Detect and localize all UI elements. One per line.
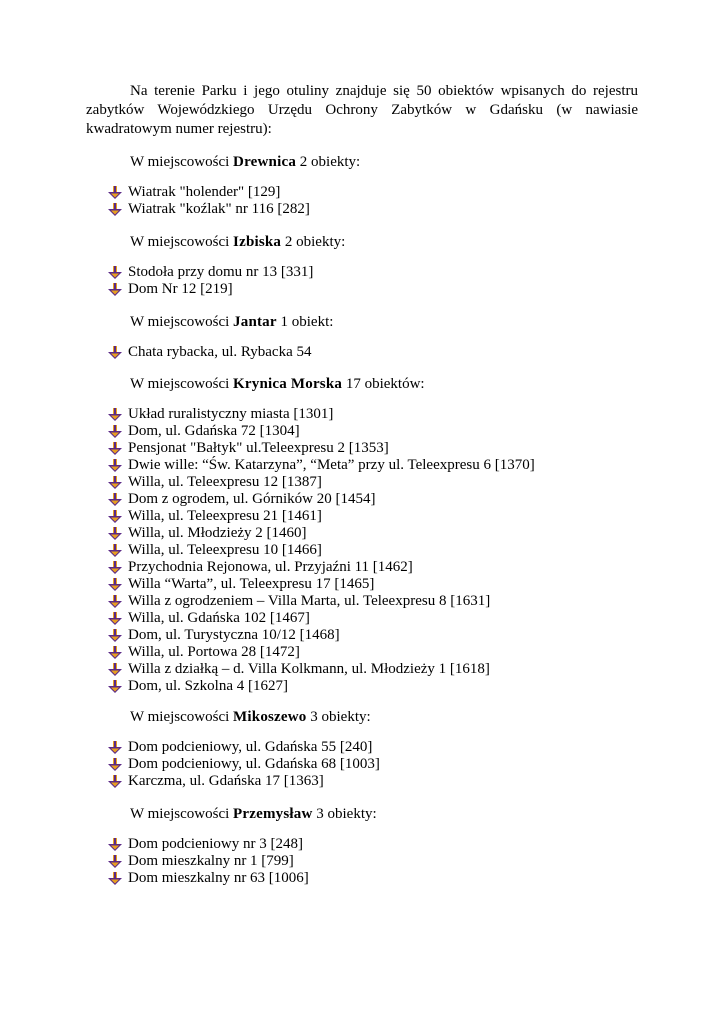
list-item-text: Willa, ul. Teleexpresu 12 [1387]: [128, 474, 322, 490]
arrow-down-bullet-icon: [108, 855, 122, 869]
arrow-down-bullet-icon: [108, 527, 122, 541]
list-izbiska: [108, 264, 313, 298]
list-item-text: Dom, ul. Szkolna 4 [1627]: [128, 678, 288, 694]
arrow-down-bullet-icon: [108, 266, 122, 280]
list-item-text: Willa z ogrodzeniem – Villa Marta, ul. Teleexpresu 8 [1631]: [128, 593, 491, 609]
list-item: [108, 853, 309, 870]
section-heading-krynica-morska: [130, 375, 425, 394]
arrow-down-bullet-icon: [108, 775, 122, 789]
list-item: [108, 201, 310, 218]
list-item: [108, 627, 535, 644]
list-item: [108, 559, 535, 576]
arrow-down-bullet-icon: [108, 442, 122, 456]
list-item-text: Wiatrak "holender" [129]: [128, 184, 281, 200]
list-item-text: Willa, ul. Portowa 28 [1472]: [128, 644, 300, 660]
intro-paragraph: [86, 82, 638, 139]
list-item: [108, 406, 535, 423]
list-jantar: [108, 344, 312, 361]
heading-prefix: W miejscowości: [130, 234, 234, 250]
list-item-text: Pensjonat "Bałtyk" ul.Teleexpresu 2 [1353]: [128, 440, 389, 456]
arrow-down-bullet-icon: [108, 680, 122, 694]
arrow-down-bullet-icon: [108, 646, 122, 660]
arrow-down-bullet-icon: [108, 425, 122, 439]
section-heading-jantar: [130, 313, 333, 332]
list-item-text: Stodoła przy domu nr 13 [331]: [128, 264, 314, 280]
section-heading-drewnica: [130, 153, 360, 172]
list-item-text: Willa z działką – d. Villa Kolkmann, ul. Młodzieży 1 [1618]: [128, 661, 490, 677]
list-item-text: Przychodnia Rejonowa, ul. Przyjaźni 11 [1462]: [128, 559, 413, 575]
list-item-text: Dom mieszkalny nr 63 [1006]: [128, 870, 309, 886]
list-item: [108, 457, 535, 474]
arrow-down-bullet-icon: [108, 476, 122, 490]
place-name: Przemysław: [233, 806, 313, 822]
list-item: [108, 491, 535, 508]
arrow-down-bullet-icon: [108, 510, 122, 524]
list-item-text: Willa, ul. Teleexpresu 10 [1466]: [128, 542, 322, 558]
place-name: Jantar: [233, 314, 277, 330]
list-item: [108, 576, 535, 593]
arrow-down-bullet-icon: [108, 493, 122, 507]
list-item-text: Dom mieszkalny nr 1 [799]: [128, 853, 294, 869]
list-item: [108, 756, 380, 773]
arrow-down-bullet-icon: [108, 612, 122, 626]
heading-suffix: 3 obiekty:: [306, 709, 371, 725]
arrow-down-bullet-icon: [108, 561, 122, 575]
heading-prefix: W miejscowości: [130, 709, 234, 725]
arrow-down-bullet-icon: [108, 408, 122, 422]
list-item: [108, 870, 309, 887]
arrow-down-bullet-icon: [108, 741, 122, 755]
arrow-down-bullet-icon: [108, 663, 122, 677]
list-item-text: Chata rybacka, ul. Rybacka 54: [128, 344, 312, 360]
list-item: [108, 644, 535, 661]
arrow-down-bullet-icon: [108, 629, 122, 643]
section-heading-przemyslaw: [130, 805, 377, 824]
arrow-down-bullet-icon: [108, 283, 122, 297]
list-item: [108, 593, 535, 610]
list-item-text: Dom podcieniowy, ul. Gdańska 55 [240]: [128, 739, 373, 755]
heading-suffix: 2 obiekty:: [296, 154, 361, 170]
list-item-text: Dom, ul. Turystyczna 10/12 [1468]: [128, 627, 340, 643]
heading-suffix: 2 obiekty:: [281, 234, 346, 250]
heading-prefix: W miejscowości: [130, 806, 234, 822]
list-item: [108, 440, 535, 457]
list-item: [108, 610, 535, 627]
list-przemyslaw: [108, 836, 309, 887]
place-name: Mikoszewo: [233, 709, 307, 725]
list-krynica-morska: [108, 406, 535, 695]
intro-text: Na terenie Parku i jego otuliny znajduje się 50 obiektów wpisanych do rejestru zabytków Wojewódzkiego Urzędu Ochrony Zabytków w Gdańsku (w nawiasie kwadratowym numer rejestru):: [86, 83, 638, 137]
list-item-text: Dwie wille: “Św. Katarzyna”, “Meta” przy ul. Teleexpresu 6 [1370]: [128, 457, 535, 473]
list-item-text: Willa, ul. Młodzieży 2 [1460]: [128, 525, 307, 541]
list-item-text: Willa, ul. Teleexpresu 21 [1461]: [128, 508, 322, 524]
list-drewnica: [108, 184, 310, 218]
arrow-down-bullet-icon: [108, 758, 122, 772]
section-heading-izbiska: [130, 233, 345, 252]
heading-suffix: 1 obiekt:: [276, 314, 334, 330]
list-item: [108, 474, 535, 491]
list-item: [108, 525, 535, 542]
list-item: [108, 836, 309, 853]
list-item-text: Wiatrak "koźlak" nr 116 [282]: [128, 201, 310, 217]
list-item-text: Willa, ul. Gdańska 102 [1467]: [128, 610, 310, 626]
arrow-down-bullet-icon: [108, 203, 122, 217]
list-item-text: Dom, ul. Gdańska 72 [1304]: [128, 423, 300, 439]
list-item-text: Dom Nr 12 [219]: [128, 281, 233, 297]
list-item: [108, 281, 313, 298]
arrow-down-bullet-icon: [108, 544, 122, 558]
arrow-down-bullet-icon: [108, 872, 122, 886]
arrow-down-bullet-icon: [108, 459, 122, 473]
heading-prefix: W miejscowości: [130, 314, 234, 330]
place-name: Drewnica: [233, 154, 297, 170]
place-name: Krynica Morska: [233, 376, 343, 392]
heading-suffix: 17 obiektów:: [342, 376, 425, 392]
place-name: Izbiska: [233, 234, 282, 250]
arrow-down-bullet-icon: [108, 578, 122, 592]
list-item: [108, 678, 535, 695]
list-item: [108, 508, 535, 525]
list-item: [108, 661, 535, 678]
heading-prefix: W miejscowości: [130, 376, 234, 392]
list-item: [108, 264, 313, 281]
list-item-text: Dom podcieniowy, ul. Gdańska 68 [1003]: [128, 756, 380, 772]
list-item: [108, 344, 312, 361]
list-item-text: Układ ruralistyczny miasta [1301]: [128, 406, 334, 422]
list-item-text: Dom z ogrodem, ul. Górników 20 [1454]: [128, 491, 376, 507]
heading-prefix: W miejscowości: [130, 154, 234, 170]
list-item-text: Willa “Warta”, ul. Teleexpresu 17 [1465]: [128, 576, 375, 592]
list-item: [108, 542, 535, 559]
list-item-text: Dom podcieniowy nr 3 [248]: [128, 836, 303, 852]
heading-suffix: 3 obiekty:: [312, 806, 377, 822]
list-item-text: Karczma, ul. Gdańska 17 [1363]: [128, 773, 324, 789]
list-item: [108, 773, 380, 790]
section-heading-mikoszewo: [130, 708, 371, 727]
list-item: [108, 184, 310, 201]
arrow-down-bullet-icon: [108, 186, 122, 200]
arrow-down-bullet-icon: [108, 838, 122, 852]
list-mikoszewo: [108, 739, 380, 790]
list-item: [108, 423, 535, 440]
list-item: [108, 739, 380, 756]
arrow-down-bullet-icon: [108, 595, 122, 609]
arrow-down-bullet-icon: [108, 346, 122, 360]
